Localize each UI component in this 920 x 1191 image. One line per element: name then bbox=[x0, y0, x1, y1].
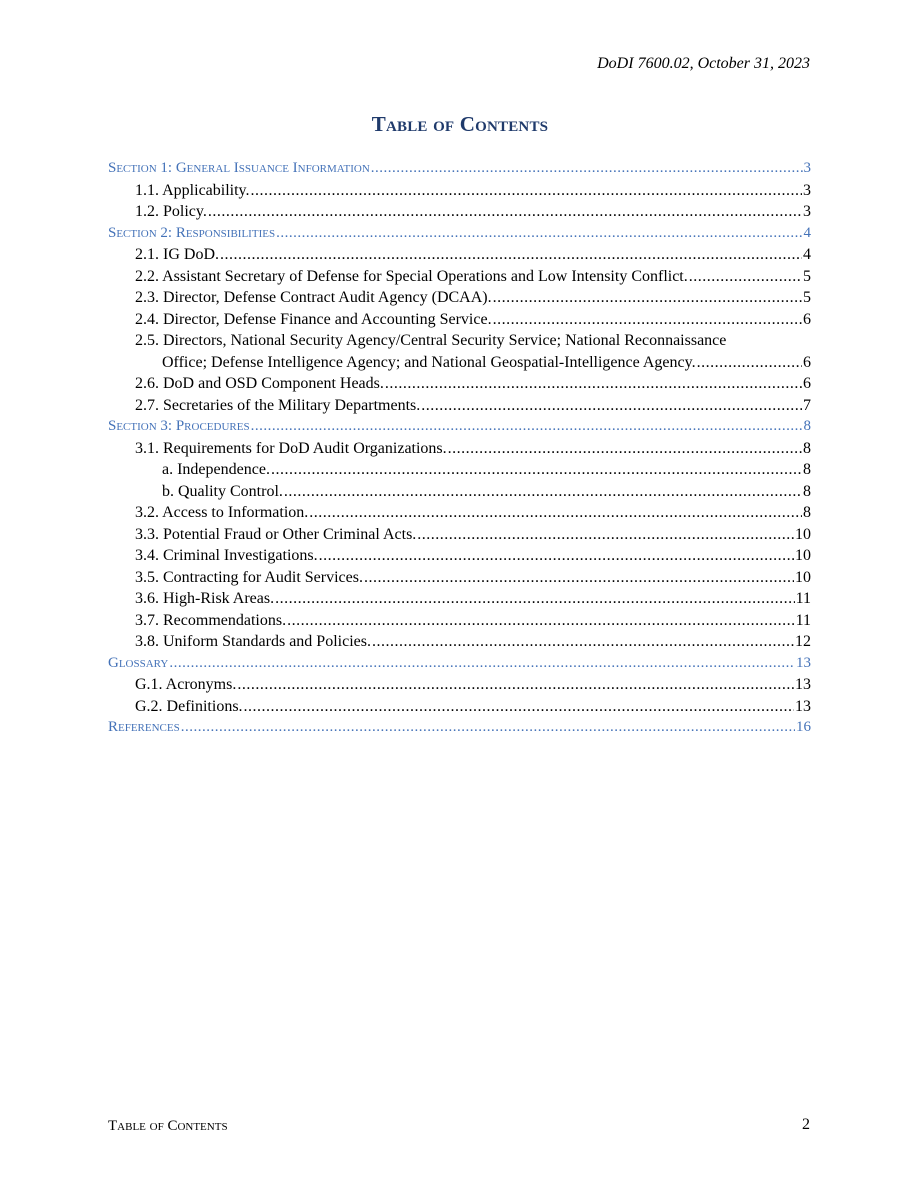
page-title: Table of Contents bbox=[371, 112, 549, 136]
toc-entry-2-4[interactable] bbox=[108, 309, 811, 331]
toc-entry-label: 2.5. Directors, National Security Agency/Central Security Service; National Reconnaissance bbox=[135, 332, 727, 349]
toc-entry-continuation bbox=[135, 352, 811, 374]
toc-entry-g-2[interactable] bbox=[108, 696, 811, 718]
toc-entry-label: a. Independence. bbox=[162, 461, 270, 478]
toc-entry-label: 1.1. Applicability. bbox=[135, 181, 250, 199]
toc-entry-3-1[interactable] bbox=[108, 438, 811, 460]
dot-leader bbox=[237, 674, 794, 696]
toc-entry-3-2[interactable] bbox=[108, 502, 811, 524]
toc-entry-label: 2.4. Director, Defense Finance and Accounting Service. bbox=[135, 310, 492, 328]
toc-entry-3-1-b[interactable] bbox=[108, 481, 811, 503]
toc-section-references[interactable] bbox=[108, 717, 811, 739]
toc-page-number: 7 bbox=[803, 396, 811, 414]
dot-leader bbox=[319, 545, 794, 567]
dot-leader bbox=[697, 352, 802, 374]
toc-page-number: 11 bbox=[795, 590, 811, 607]
toc-entry-g-1[interactable] bbox=[108, 674, 811, 696]
dot-leader bbox=[220, 244, 802, 266]
toc-page-number: 3 bbox=[803, 160, 811, 176]
toc-entry-label: 3.7. Recommendations. bbox=[135, 611, 287, 629]
dot-leader bbox=[169, 653, 795, 675]
toc-entry-1-1[interactable] bbox=[108, 180, 811, 202]
toc-section-1[interactable] bbox=[108, 158, 811, 180]
toc-entry-label: 3.3. Potential Fraud or Other Criminal Acts. bbox=[135, 525, 417, 543]
toc-page-number: 16 bbox=[796, 719, 811, 735]
toc-page-number: 5 bbox=[803, 289, 811, 306]
toc-entry-label: 3.4. Criminal Investigations. bbox=[135, 547, 318, 564]
toc-page-number: 13 bbox=[795, 697, 811, 715]
toc-entry-3-6[interactable] bbox=[108, 588, 811, 610]
toc-page-number: 8 bbox=[803, 504, 811, 521]
dot-leader bbox=[371, 158, 803, 180]
toc-entry-label: G.2. Definitions. bbox=[135, 697, 243, 715]
toc-entry-label: Section 2: Responsibilities bbox=[108, 224, 276, 241]
toc-page-number: 11 bbox=[795, 611, 811, 629]
toc-page-number: 8 bbox=[803, 461, 811, 478]
dot-leader bbox=[271, 459, 802, 481]
toc-page-number: 3 bbox=[803, 181, 811, 199]
dot-leader bbox=[251, 180, 802, 202]
toc-page-number: 13 bbox=[796, 654, 811, 671]
toc-entry-label: 2.6. DoD and OSD Component Heads. bbox=[135, 375, 384, 392]
toc-entry-2-1[interactable] bbox=[108, 244, 811, 266]
toc-entry-label: Section 3: Procedures bbox=[108, 418, 250, 434]
dot-leader bbox=[287, 610, 795, 632]
dot-leader bbox=[276, 223, 802, 245]
toc-entry-label: Section 1: General Issuance Information bbox=[108, 160, 370, 176]
toc-page-number: 8 bbox=[803, 439, 811, 457]
toc-entry-label-continued: Office; Defense Intelligence Agency; and National Geospatial-Intelligence Agency. bbox=[162, 353, 696, 371]
dot-leader bbox=[493, 287, 802, 309]
document-header: DoDI 7600.02, October 31, 2023 bbox=[597, 55, 810, 72]
toc-section-3[interactable] bbox=[108, 416, 811, 438]
dot-leader bbox=[421, 395, 802, 417]
toc-page-number: 5 bbox=[803, 267, 811, 285]
toc-entry-2-2[interactable] bbox=[108, 266, 811, 288]
toc-entry-label: 2.3. Director, Defense Contract Audit Agency (DCAA). bbox=[135, 289, 492, 306]
toc-page-number: 3 bbox=[803, 203, 811, 220]
dot-leader bbox=[309, 502, 802, 524]
toc-page-number: 12 bbox=[795, 633, 811, 650]
dot-leader bbox=[493, 309, 802, 331]
toc-page-number: 8 bbox=[803, 482, 811, 500]
toc-entry-label: 2.7. Secretaries of the Military Departments. bbox=[135, 396, 421, 414]
toc-page-number: 10 bbox=[795, 568, 811, 586]
dot-leader bbox=[689, 266, 802, 288]
toc-entry-3-7[interactable] bbox=[108, 610, 811, 632]
toc-section-2[interactable] bbox=[108, 223, 811, 245]
toc-page-number: 4 bbox=[803, 224, 811, 241]
toc-entry-label: 2.2. Assistant Secretary of Defense for Special Operations and Low Intensity Conflict. bbox=[135, 267, 688, 285]
toc-entry-label: b. Quality Control. bbox=[162, 482, 283, 500]
toc-entry-label: 3.6. High-Risk Areas. bbox=[135, 590, 275, 607]
dot-leader bbox=[244, 696, 794, 718]
toc-entry-2-5[interactable] bbox=[108, 330, 811, 373]
toc-section-glossary[interactable] bbox=[108, 653, 811, 675]
toc-entry-label: Glossary bbox=[108, 654, 169, 671]
dot-leader bbox=[385, 373, 802, 395]
toc-page-number: 4 bbox=[803, 246, 811, 263]
footer-section-name: Table of Contents bbox=[108, 1118, 228, 1134]
toc-entry-label: 3.2. Access to Information. bbox=[135, 504, 309, 521]
toc-entry-3-4[interactable] bbox=[108, 545, 811, 567]
toc-entry-label: 3.5. Contracting for Audit Services. bbox=[135, 568, 363, 586]
toc-entry-label: 3.8. Uniform Standards and Policies. bbox=[135, 633, 371, 650]
toc-page-number: 6 bbox=[803, 353, 811, 371]
dot-leader bbox=[364, 567, 794, 589]
dot-leader bbox=[181, 717, 795, 739]
toc-entry-3-8[interactable] bbox=[108, 631, 811, 653]
toc-entry-label: 1.2. Policy. bbox=[135, 203, 207, 220]
toc-page-number: 10 bbox=[795, 547, 811, 564]
toc-entry-label: 3.1. Requirements for DoD Audit Organizations. bbox=[135, 439, 447, 457]
toc-page-number: 8 bbox=[803, 418, 811, 434]
toc-page-number: 13 bbox=[795, 676, 811, 693]
toc-page-number: 10 bbox=[795, 525, 811, 543]
dot-leader bbox=[448, 438, 802, 460]
dot-leader bbox=[208, 201, 802, 223]
toc-entry-2-6[interactable] bbox=[108, 373, 811, 395]
toc-entry-3-1-a[interactable] bbox=[108, 459, 811, 481]
toc-entry-3-3[interactable] bbox=[108, 524, 811, 546]
toc-entry-3-5[interactable] bbox=[108, 567, 811, 589]
toc-entry-label: 2.1. IG DoD. bbox=[135, 246, 219, 263]
toc-page-number: 6 bbox=[803, 310, 811, 328]
dot-leader bbox=[251, 416, 803, 438]
toc-entry-2-7[interactable] bbox=[108, 395, 811, 417]
dot-leader bbox=[275, 588, 794, 610]
toc-entry-label: References bbox=[108, 719, 180, 735]
dot-leader bbox=[417, 524, 794, 546]
toc-entry-1-2[interactable] bbox=[108, 201, 811, 223]
table-of-contents bbox=[108, 158, 811, 739]
dot-leader bbox=[284, 481, 802, 503]
toc-entry-label: G.1. Acronyms. bbox=[135, 676, 237, 693]
toc-entry-2-3[interactable] bbox=[108, 287, 811, 309]
dot-leader bbox=[372, 631, 794, 653]
footer-page-number: 2 bbox=[802, 1116, 810, 1133]
toc-page-number: 6 bbox=[803, 375, 811, 392]
